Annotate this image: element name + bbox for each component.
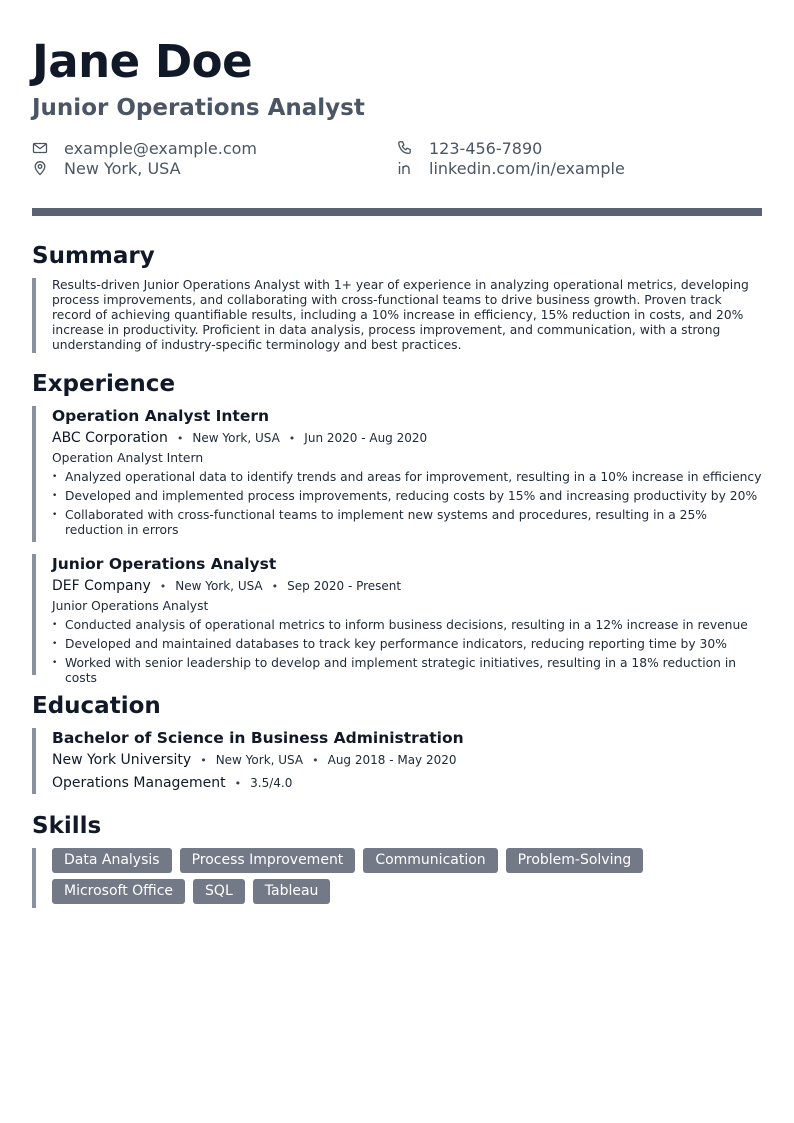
job-bullets xyxy=(52,470,762,538)
separator-dot: • xyxy=(312,754,319,767)
education-entry xyxy=(32,728,762,794)
separator-dot: • xyxy=(271,580,279,593)
mail-icon xyxy=(32,140,48,156)
linkedin-text[interactable]: linkedin.com/in/example xyxy=(429,158,625,178)
phone-icon xyxy=(397,140,413,156)
job-meta xyxy=(52,429,762,448)
separator-dot: • xyxy=(234,777,242,790)
bullet-item: • Developed and maintained databases to track key performance indicators, reducing reporting time by 30% xyxy=(52,637,762,652)
company-name: DEF Company xyxy=(52,578,151,594)
bullet-item: • Worked with senior leadership to develop and implement strategic initiatives, resulting in a 18% reduction in costs xyxy=(52,656,762,686)
education-meta xyxy=(52,751,762,770)
education-heading: Education xyxy=(32,693,161,719)
location-icon xyxy=(32,160,48,176)
job-role: Junior Operations Analyst xyxy=(52,599,209,613)
separator-dot: • xyxy=(176,432,184,445)
skills-block xyxy=(32,848,762,908)
bullet-item: • Collaborated with cross-functional teams to implement new systems and procedures, resulting in a 25% reduction in errors xyxy=(52,508,762,538)
summary-heading: Summary xyxy=(32,243,155,269)
gpa: 3.5/4.0 xyxy=(250,776,293,790)
school-location: New York, USA xyxy=(215,753,304,767)
bullet-item: • Developed and implemented process improvements, reducing costs by 15% and increasing productivity by 20% xyxy=(52,489,762,504)
company-name: ABC Corporation xyxy=(52,430,168,446)
contact-email[interactable] xyxy=(32,138,257,158)
job-location: New York, USA xyxy=(192,431,280,445)
job-dates: Sep 2020 - Present xyxy=(287,579,402,593)
contact-linkedin[interactable] xyxy=(397,158,625,178)
skill-chip: Communication xyxy=(363,848,497,873)
candidate-name: Jane Doe xyxy=(32,35,253,88)
job-location: New York, USA xyxy=(175,579,263,593)
separator-dot: • xyxy=(159,580,167,593)
degree-title: Bachelor of Science in Business Administration xyxy=(52,729,464,747)
skill-chip: SQL xyxy=(193,879,245,904)
header-divider xyxy=(32,208,762,216)
separator-dot: • xyxy=(288,432,296,445)
job-role: Operation Analyst Intern xyxy=(52,451,204,465)
skill-chip: Process Improvement xyxy=(180,848,356,873)
contact-phone[interactable] xyxy=(397,138,542,158)
school-name: New York University xyxy=(52,752,192,768)
skills-list xyxy=(52,848,692,904)
candidate-title: Junior Operations Analyst xyxy=(32,95,365,121)
summary-block xyxy=(32,278,762,353)
experience-entry xyxy=(32,554,762,685)
job-title: Junior Operations Analyst xyxy=(52,555,277,573)
skill-chip: Data Analysis xyxy=(52,848,172,873)
skills-heading: Skills xyxy=(32,813,102,839)
education-dates: Aug 2018 - May 2020 xyxy=(327,753,457,767)
phone-text[interactable]: 123-456-7890 xyxy=(429,138,543,158)
location-text: New York, USA xyxy=(64,158,181,178)
job-title: Operation Analyst Intern xyxy=(52,407,270,425)
skill-chip: Tableau xyxy=(253,879,331,904)
email-text[interactable]: example@example.com xyxy=(64,138,257,158)
experience-entry xyxy=(32,406,762,542)
bullet-item: • Analyzed operational data to identify trends and areas for improvement, resulting in a 10% increase in efficiency xyxy=(52,470,762,485)
job-meta xyxy=(52,577,762,596)
contact-info xyxy=(32,138,762,182)
major: Operations Management xyxy=(52,775,226,791)
experience-heading: Experience xyxy=(32,371,176,397)
education-details xyxy=(52,774,762,793)
bullet-item: • Conducted analysis of operational metrics to inform business decisions, resulting in a 12% increase in revenue xyxy=(52,618,762,633)
separator-dot: • xyxy=(200,754,207,767)
skill-chip: Microsoft Office xyxy=(52,879,185,904)
contact-location xyxy=(32,158,181,178)
linkedin-icon xyxy=(397,160,413,176)
skill-chip: Problem-Solving xyxy=(506,848,644,873)
job-bullets xyxy=(52,618,762,686)
summary-text: Results-driven Junior Operations Analyst with 1+ year of experience in analyzing operational metrics, developing process improvements, and collaborating with cross-functional teams to drive business growth. Proven track record of achieving quantifiable results, including a 10% increase in efficiency, 15% reduction in costs, and 20% increase in productivity. Proficient in data analysis, process improvement, and communication, with a strong understanding of industry-specific terminology and best practices. xyxy=(52,278,749,352)
job-dates: Jun 2020 - Aug 2020 xyxy=(304,431,428,445)
